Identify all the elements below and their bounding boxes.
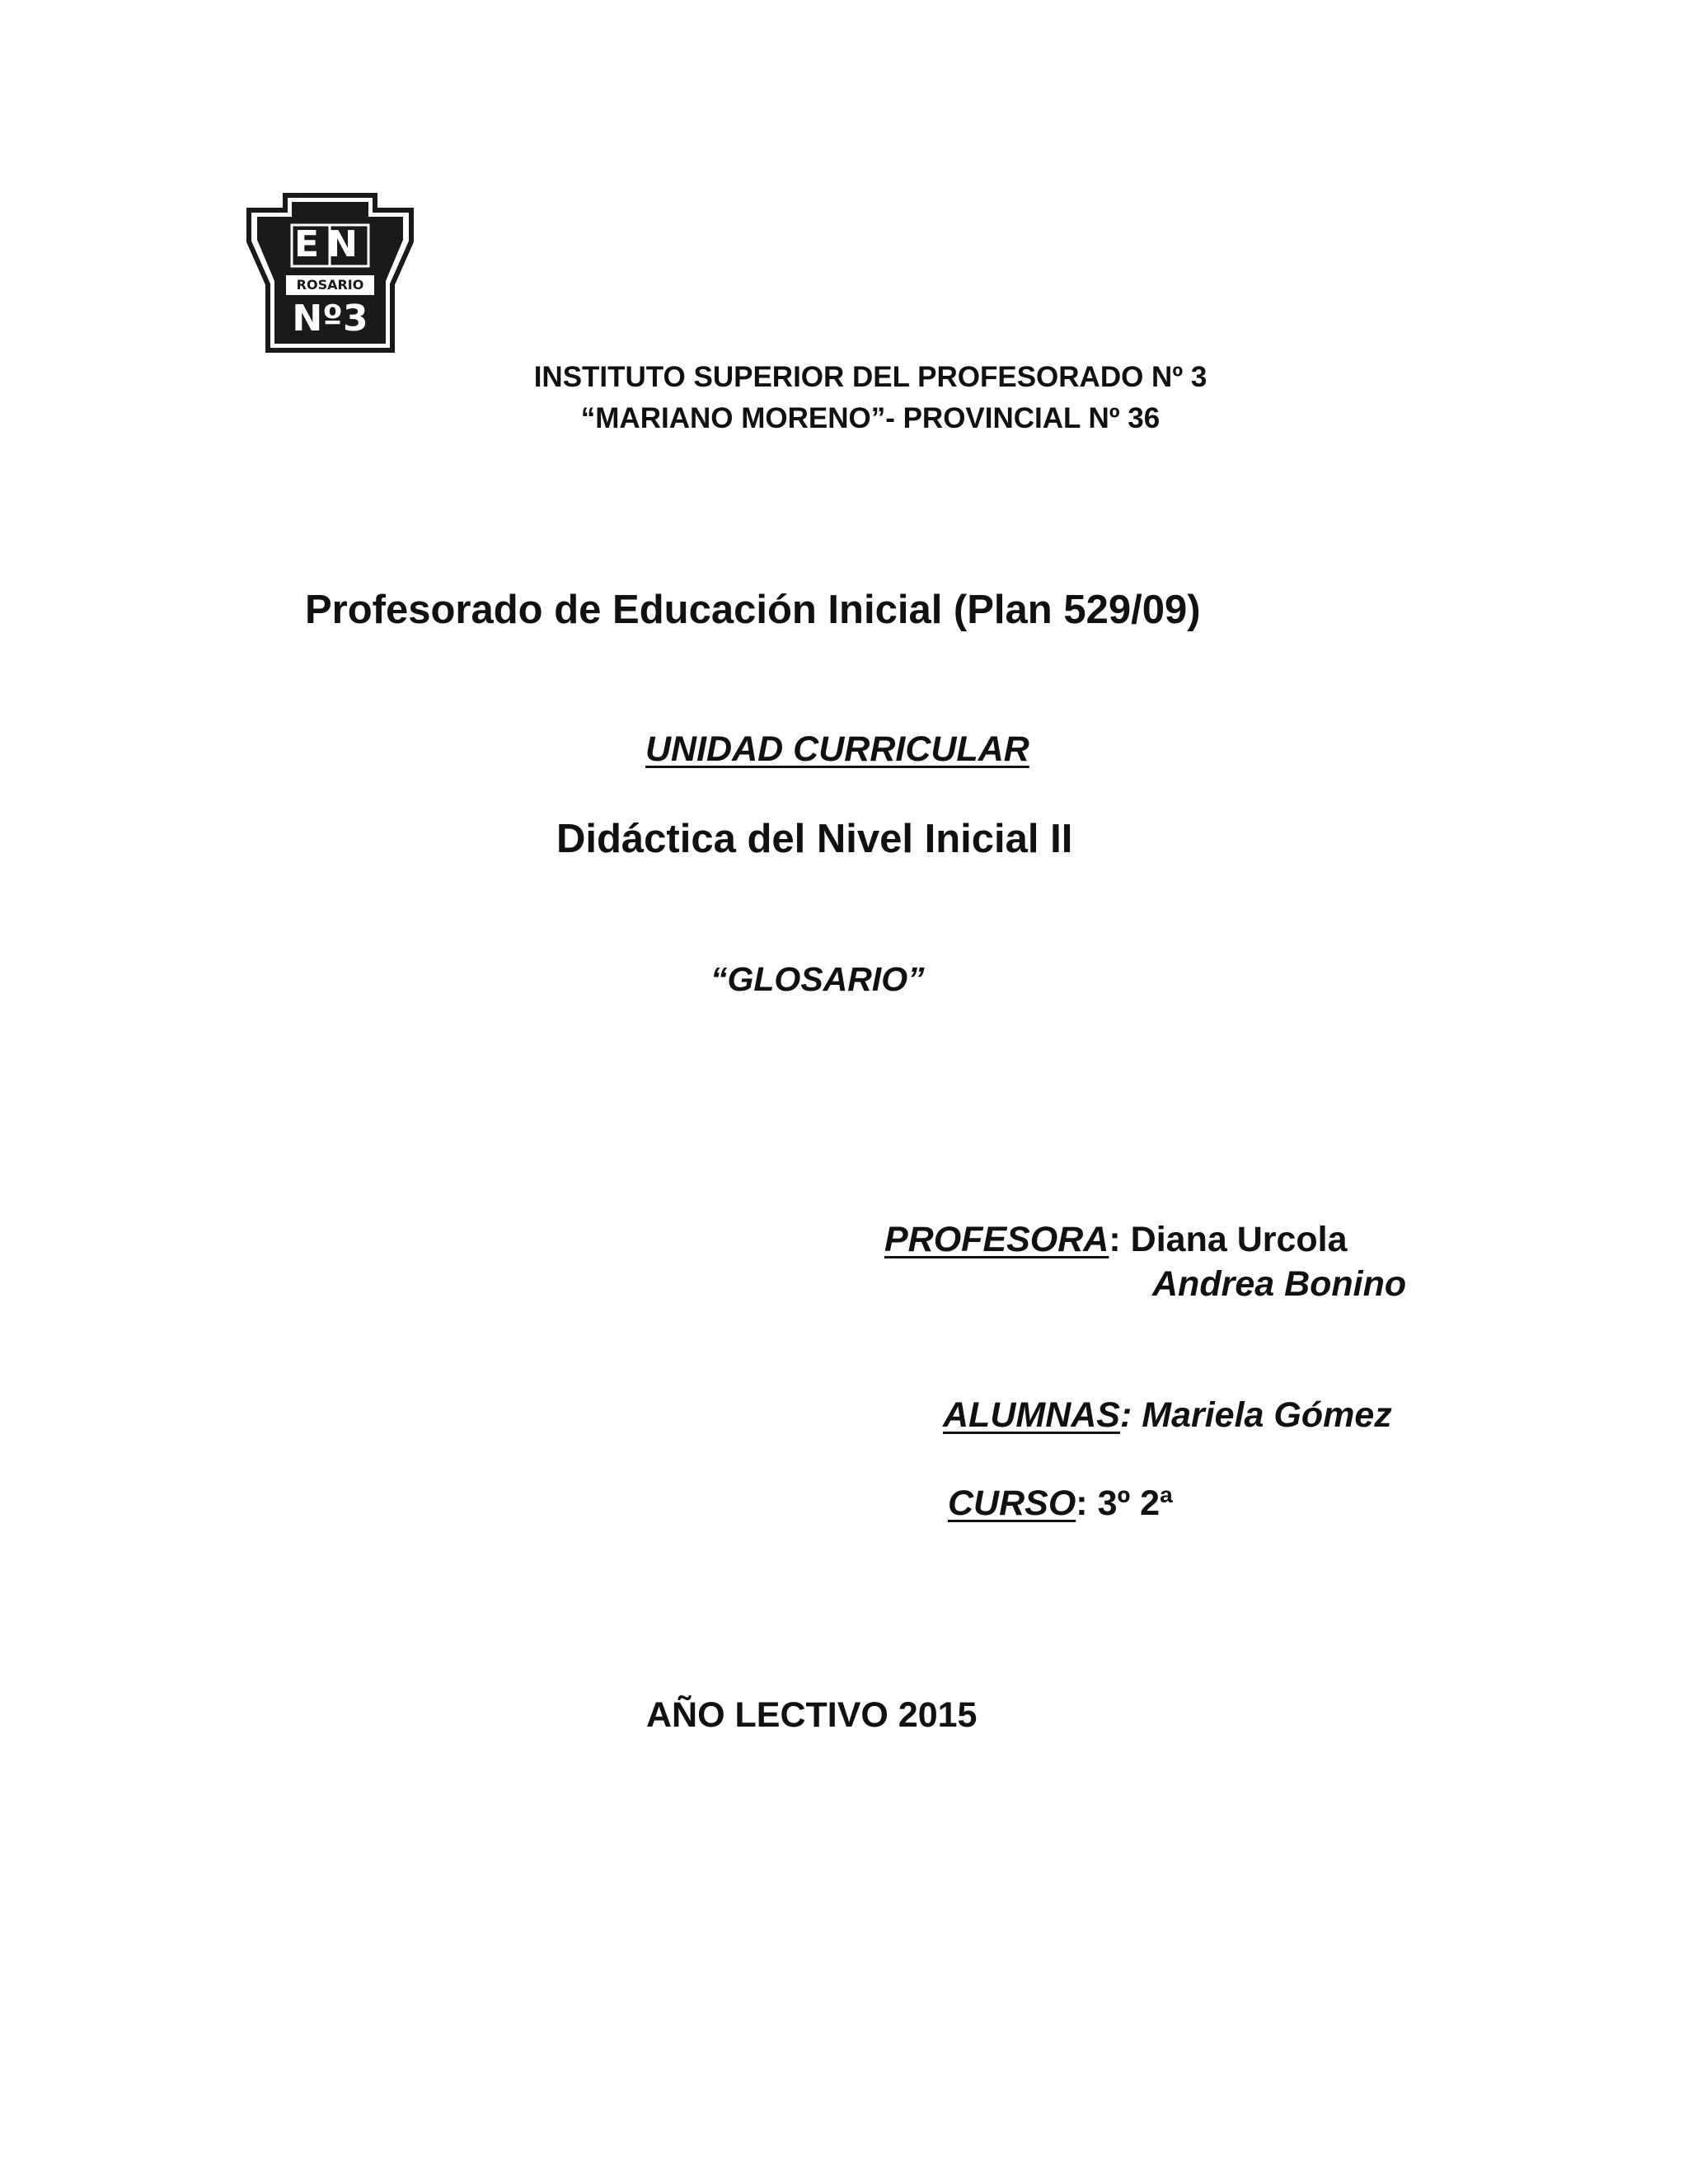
profesora-label: PROFESORA	[884, 1220, 1109, 1259]
institution-line-1: INSTITUTO SUPERIOR DEL PROFESORADO Nº 3	[533, 361, 1207, 393]
alumnas-line	[943, 1395, 1392, 1436]
alumnas-label: ALUMNAS	[943, 1395, 1120, 1435]
unidad-curricular-heading: UNIDAD CURRICULAR	[645, 729, 1029, 769]
logo-text-number: Nº3	[292, 298, 368, 340]
school-logo	[246, 192, 415, 354]
curso-line	[948, 1483, 1173, 1524]
logo-text-rosario: ROSARIO	[296, 277, 364, 293]
logo-text-en: EN	[294, 223, 366, 265]
profesora-separator: :	[1109, 1220, 1131, 1259]
profesora-line	[884, 1220, 1348, 1260]
subject-title: Didáctica del Nivel Inicial II	[556, 817, 1073, 861]
anio-lectivo: AÑO LECTIVO 2015	[646, 1695, 978, 1735]
program-title: Profesorado de Educación Inicial (Plan 529/09)	[305, 588, 1201, 632]
curso-separator: :	[1076, 1483, 1098, 1523]
alumnas-name: Mariela Gómez	[1142, 1395, 1392, 1435]
profesora-name-2: Andrea Bonino	[1152, 1264, 1407, 1304]
curso-value: 3º 2ª	[1097, 1483, 1173, 1523]
curso-label: CURSO	[948, 1483, 1076, 1523]
alumnas-separator: :	[1119, 1395, 1142, 1435]
institution-line-2: “MARIANO MORENO”- PROVINCIAL Nº 36	[580, 402, 1160, 434]
document-title: “GLOSARIO”	[710, 960, 925, 998]
profesora-name-1: Diana Urcola	[1130, 1220, 1348, 1259]
